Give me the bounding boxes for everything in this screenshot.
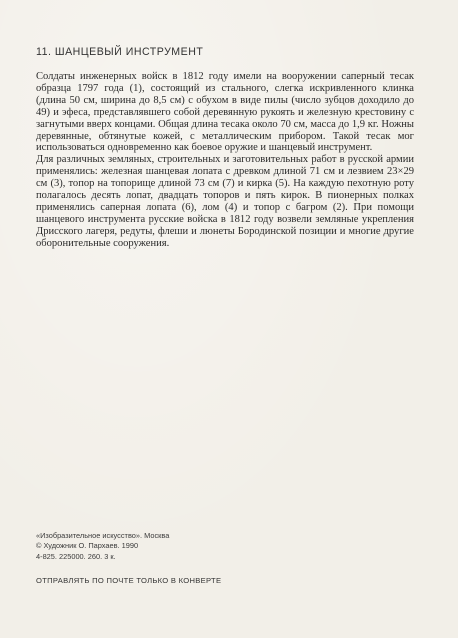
codes-line: 4-825. 225000. 260. 3 к.: [36, 551, 116, 561]
artist-line: © Художник О. Пархаев. 1990: [36, 541, 139, 551]
imprint-block: [36, 531, 336, 562]
publisher-line: «Изобразительное искусство». Москва: [36, 531, 170, 540]
paragraph-tesak: Солдаты инженерных войск в 1812 году имели на вооружении саперный тесак образца 1797 года (1), состоящий из стального, слегка искривленного клинка (длина 50 см, ширина до 8,5 см) с обухом в виде пилы (число зубцов доходило до 49) и эфеса, представлявшего собой деревянную рукоять и железную крестовину с загнутыми вверх концами. Общая длина тесака около 70 см, масса до 1,9 кг. Ножны деревянные, обтянутые кожей, с металлическим прибором. Такой тесак мог использоваться одновременно как боевое оружие и шанцевый инструмент.: [36, 71, 414, 154]
description-text: [36, 71, 414, 250]
section-heading: 11. ШАНЦЕВЫЙ ИНСТРУМЕНТ: [36, 46, 204, 58]
mail-instruction: ОТПРАВЛЯТЬ ПО ПОЧТЕ ТОЛЬКО В КОНВЕРТЕ: [36, 576, 222, 585]
paragraph-tools: Для различных земляных, строительных и заготовительных работ в русской армии применялись: железная шанцевая лопата с древком длиной 71 см и лезвием 23×29 см (3), топор на топорище длиной 73 см (7) и кирка (5). На каждую пехотную роту полагалось десять лопат, двадцать топоров и пять кирок. В пионерных полках применялись саперная лопата (6), лом (4) и топор с багром (2). При помощи шанцевого инструмента русские войска в 1812 году возвели земляные укрепления Дрисского лагеря, редуты, флеши и люнеты Бородинской позиции и многие другие оборонительные сооружения.: [36, 154, 414, 249]
